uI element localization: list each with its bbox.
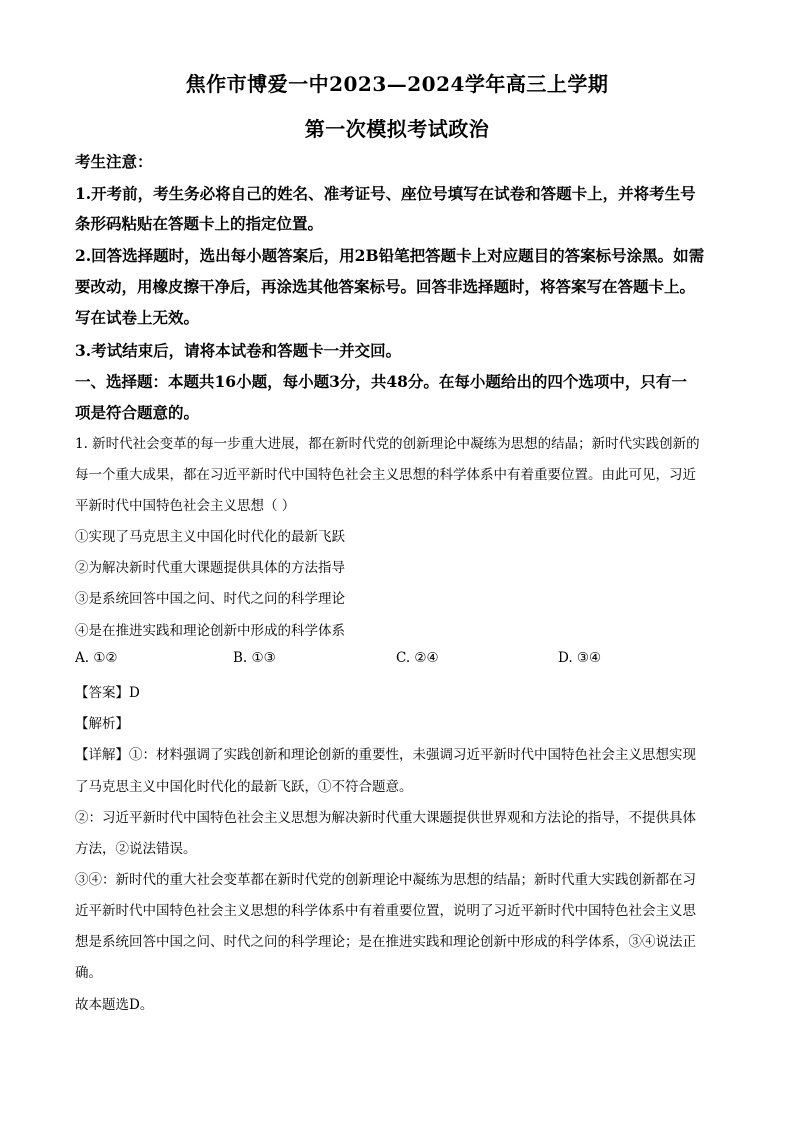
detail-line: 方法，②说法错误。 [75, 841, 197, 857]
detail-line: ②：习近平新时代中国特色社会主义思想为解决新时代重大课题提供世界观和方法论的指导，不提供具体 [75, 810, 696, 826]
notice-line: 要改动，用橡皮擦干净后，再涂选其他答案标号。回答非选择题时，将答案写在答题卡上。 [75, 277, 696, 296]
notice-line: 条形码粘贴在答题卡上的指定位置。 [75, 214, 324, 233]
statement-item: ④是在推进实践和理论创新中形成的科学体系 [75, 623, 345, 639]
document-title-line-2: 第一次模拟考试政治 [304, 117, 490, 141]
section-heading: 项是符合题意的。 [75, 403, 200, 422]
notice-heading: 考生注意： [75, 152, 153, 171]
notice-line: 3.考试结束后，请将本试卷和答题卡一并交回。 [75, 341, 402, 360]
statement-item: ①实现了马克思主义中国化时代化的最新飞跃 [75, 529, 345, 545]
question-stem: 1. 新时代社会变革的每一步重大进展，都在新时代党的创新理论中凝练为思想的结晶；新时代实践创新的 [75, 436, 700, 452]
detail-line: 近平新时代中国特色社会主义思想的科学体系中有着重要位置，说明了习近平新时代中国特色社会主义思 [75, 903, 696, 919]
answer-label: 【答案】D [75, 685, 140, 701]
option-d: D. ③④ [558, 650, 602, 666]
analysis-label: 【解析】 [75, 716, 129, 732]
detail-line: 确。 [75, 965, 102, 981]
detail-line: 故本题选D。 [75, 997, 154, 1013]
notice-line: 2.回答选择题时，选出每小题答案后，用2B铅笔把答题卡上对应题目的答案标号涂黑。如需 [75, 246, 705, 265]
detail-line: 想是系统回答中国之问、时代之问的科学理论；是在推进实践和理论创新中形成的科学体系，③④说法正 [75, 934, 696, 950]
option-b: B. ①③ [233, 650, 276, 666]
question-stem: 平新时代中国特色社会主义思想（ ） [75, 498, 296, 514]
option-a: A. ①② [75, 650, 118, 666]
option-c: C. ②④ [396, 650, 439, 666]
notice-line: 写在试卷上无效。 [75, 308, 200, 327]
detail-line: 【详解】①：材料强调了实践创新和理论创新的重要性，未强调习近平新时代中国特色社会主义思想实现 [75, 747, 696, 763]
notice-line: 1.开考前，考生务必将自己的姓名、准考证号、座位号填写在试卷和答题卡上，并将考生号 [75, 184, 696, 203]
detail-line: ③④：新时代的重大社会变革都在新时代党的创新理论中凝练为思想的结晶；新时代重大实践创新都在习 [75, 872, 696, 888]
statement-item: ③是系统回答中国之问、时代之问的科学理论 [75, 591, 345, 607]
statement-item: ②为解决新时代重大课题提供具体的方法指导 [75, 560, 345, 576]
question-stem: 每一个重大成果，都在习近平新时代中国特色社会主义思想的科学体系中有着重要位置。由此可见，习近 [75, 467, 696, 483]
section-heading: 一、选择题：本题共16小题，每小题3分，共48分。在每小题给出的四个选项中，只有一 [75, 372, 687, 391]
document-title-line-1: 焦作市博爱一中2023—2024学年高三上学期 [185, 72, 609, 96]
detail-line: 了马克思主义中国化时代化的最新飞跃，①不符合题意。 [75, 779, 413, 795]
